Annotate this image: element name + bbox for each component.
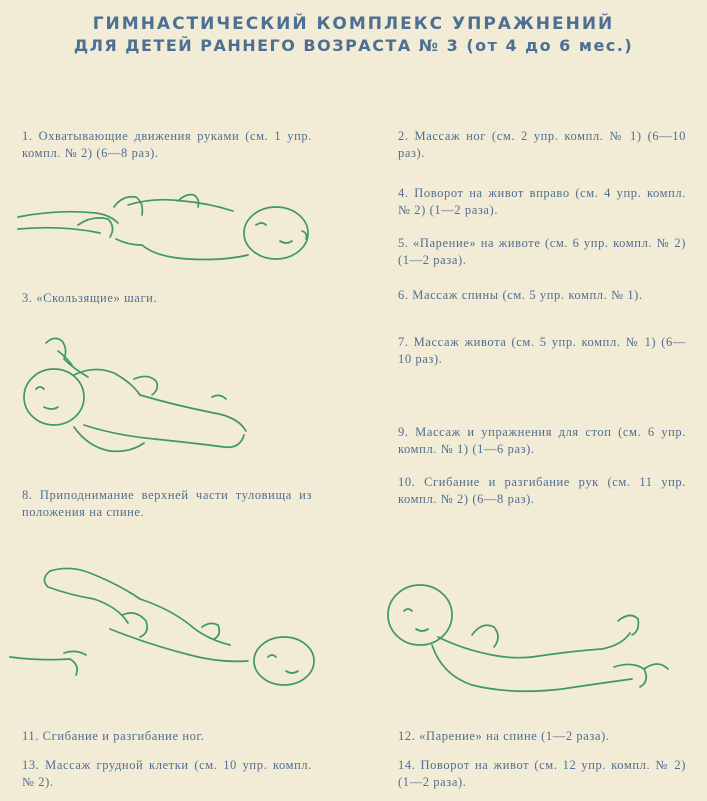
exercise-9: 9. Массаж и упражнения для стоп (см. 6 упр. компл. № 1) (1—6 раз).: [398, 425, 686, 456]
exercise-8: 8. Приподнимание верхней части туловища из положения на спине.: [22, 488, 312, 519]
exercise-2: 2. Массаж ног (см. 2 упр. компл. № 1) (6—10 раз).: [398, 129, 686, 160]
exercise-4: 4. Поворот на живот вправо (см. 4 упр. компл. № 2) (1—2 раза).: [398, 186, 686, 217]
exercise-1: 1. Охватывающие движения руками (см. 1 упр. компл. № 2) (6—8 раз).: [22, 129, 312, 160]
exercise-7: 7. Массаж живота (см. 5 упр. компл. № 1) (6—10 раз).: [398, 335, 686, 366]
exercise-12: 12. «Парение» на спине (1—2 раза).: [398, 729, 610, 743]
exercise-5: 5. «Парение» на животе (см. 6 упр. компл. № 2) (1—2 раза).: [398, 236, 686, 267]
exercise-11: 11. Сгибание и разгибание ног.: [22, 729, 205, 743]
exercise-10: 10. Сгибание и разгибание рук (см. 11 упр. компл. № 2) (6—8 раз).: [398, 475, 686, 506]
exercise-3: 3. «Скользящие» шаги.: [22, 291, 158, 305]
baby-arm-movements-illustration: [18, 185, 318, 275]
exercise-14: 14. Поворот на живот (см. 12 упр. компл. № 2) (1—2 раза).: [398, 758, 686, 789]
exercise-6: 6. Массаж спины (см. 5 упр. компл. № 1).: [398, 288, 643, 302]
page-title-line-1: ГИМНАСТИЧЕСКИЙ КОМПЛЕКС УПРАЖНЕНИЙ: [92, 14, 615, 34]
exercise-13: 13. Массаж грудной клетки (см. 10 упр. компл. № 2).: [22, 758, 312, 789]
baby-sliding-steps-illustration: [14, 335, 264, 475]
baby-back-lift-illustration: [382, 575, 682, 705]
page-title-line-2: ДЛЯ ДЕТЕЙ РАННЕГО ВОЗРАСТА № 3 (от 4 до 6 мес.): [73, 36, 634, 55]
baby-leg-flexion-illustration: [10, 565, 320, 690]
